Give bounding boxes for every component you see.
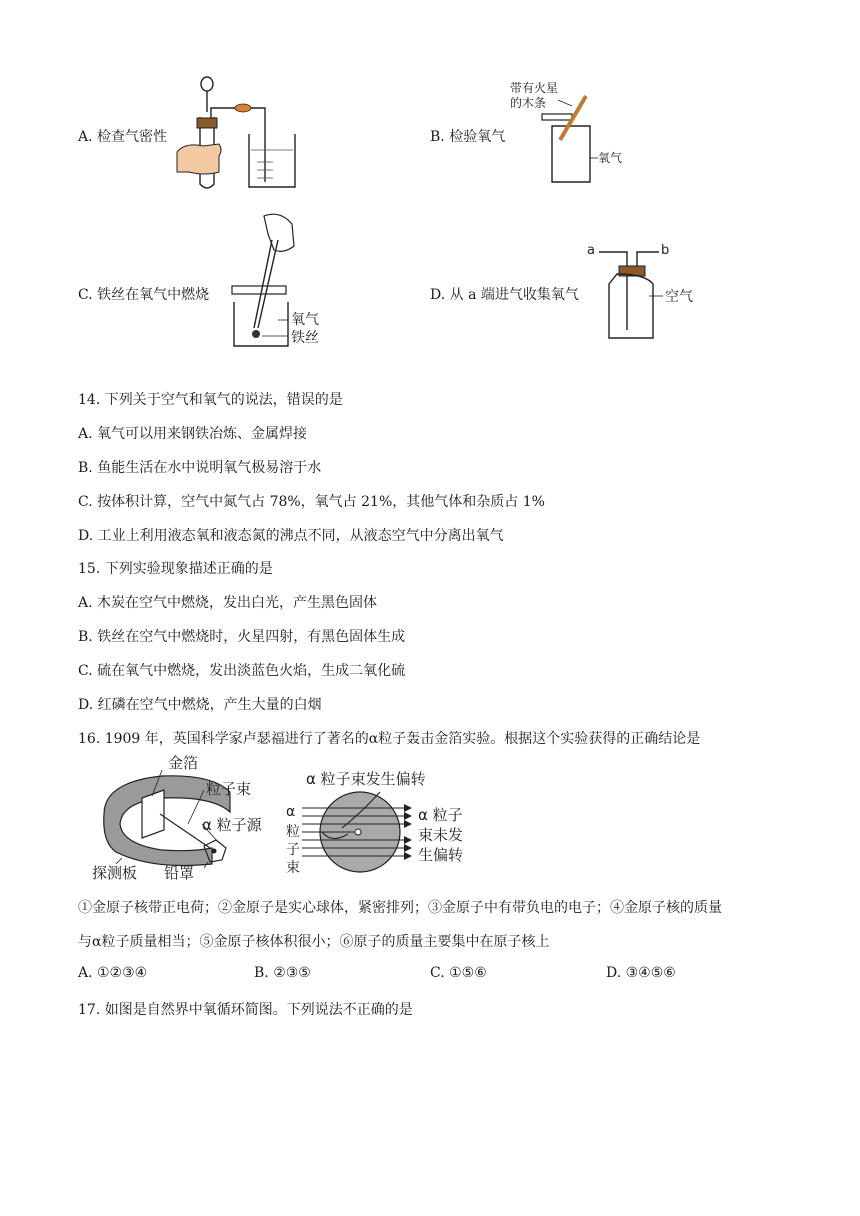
q17-stem: 17. 如图是自然界中氧循环简图。下列说法不正确的是 <box>78 1002 413 1018</box>
figd-label: 空气 <box>665 289 693 305</box>
figure-test-oxygen <box>510 78 640 190</box>
q13-option-a: A. 检查气密性 <box>78 129 168 145</box>
figb-label3: 氧气 <box>598 151 623 165</box>
fig-tance: 探测板 <box>92 864 138 882</box>
fig-zi: 子 <box>286 842 300 858</box>
fig-lizishu: 粒子束 <box>206 780 252 798</box>
figure-collect-oxygen <box>585 238 705 342</box>
q15-option-a: A. 木炭在空气中燃烧，发出白光，产生黑色固体 <box>78 595 378 611</box>
figd-b: b <box>661 243 670 258</box>
figc-label1: 氧气 <box>291 312 319 328</box>
q15-option-c: C. 硫在氧气中燃烧，发出淡蓝色火焰，生成二氧化硫 <box>78 663 406 679</box>
figc-label2: 铁丝 <box>291 330 319 346</box>
q16-option-a: A. ①②③④ <box>78 965 148 981</box>
q14-option-a: A. 氧气可以用来钢铁冶炼、金属焊接 <box>78 426 308 442</box>
fig-shu: 束 <box>286 860 300 876</box>
q13-option-b: B. 检验氧气 <box>430 129 506 145</box>
q14-option-b: B. 鱼能生活在水中说明氧气极易溶于水 <box>78 460 322 476</box>
fig-alpha: α <box>286 804 296 820</box>
figure-iron-burning <box>228 210 338 350</box>
q16-option-d: D. ③④⑤⑥ <box>606 965 676 981</box>
fig-pianzhuan: α 粒子束发生偏转 <box>306 770 426 788</box>
q16-option-b: B. ②③⑤ <box>254 965 311 981</box>
fig-qianzhao: 铅罩 <box>164 864 195 882</box>
q13-option-d: D. 从 a 端进气收集氧气 <box>430 287 579 303</box>
figure-rutherford-experiment <box>92 752 482 887</box>
q14-option-d: D. 工业上利用液态氧和液态氮的沸点不同，从液态空气中分离出氧气 <box>78 528 504 544</box>
fig-jinbo: 金箔 <box>168 754 199 772</box>
q16-option-c: C. ①⑤⑥ <box>430 965 487 981</box>
q15-stem: 15. 下列实验现象描述正确的是 <box>78 561 273 577</box>
figd-a: a <box>587 243 595 258</box>
q15-option-b: B. 铁丝在空气中燃烧时，火星四射，有黑色固体生成 <box>78 629 406 645</box>
fig-right3: 生偏转 <box>418 846 464 864</box>
q15-option-d: D. 红磷在空气中燃烧，产生大量的白烟 <box>78 697 322 713</box>
q16-statements-line2: 与α粒子质量相当；⑤金原子核体积很小；⑥原子的质量主要集中在原子核上 <box>78 934 550 950</box>
figb-label2: 的木条 <box>510 96 547 110</box>
q14-stem: 14. 下列关于空气和氧气的说法，错误的是 <box>78 392 343 408</box>
figure-airtightness-check <box>175 72 305 197</box>
fig-right1: α 粒子 <box>418 806 463 824</box>
q16-stem: 16. 1909 年，英国科学家卢瑟福进行了著名的α粒子轰击金箔实验。根据这个实验获得的正确结论是 <box>78 731 701 747</box>
fig-li: 粒 <box>286 824 300 840</box>
figb-label1: 带有火星 <box>510 81 559 95</box>
q16-statements-line1: ①金原子核带正电荷；②金原子是实心球体，紧密排列；③金原子中有带负电的电子；④金原子核的质量 <box>78 900 722 916</box>
fig-right2: 束未发 <box>418 826 464 844</box>
q14-option-c: C. 按体积计算，空气中氮气占 78%，氧气占 21%，其他气体和杂质占 1% <box>78 494 545 510</box>
q13-option-c: C. 铁丝在氧气中燃烧 <box>78 287 210 303</box>
fig-source: α 粒子源 <box>202 816 262 834</box>
